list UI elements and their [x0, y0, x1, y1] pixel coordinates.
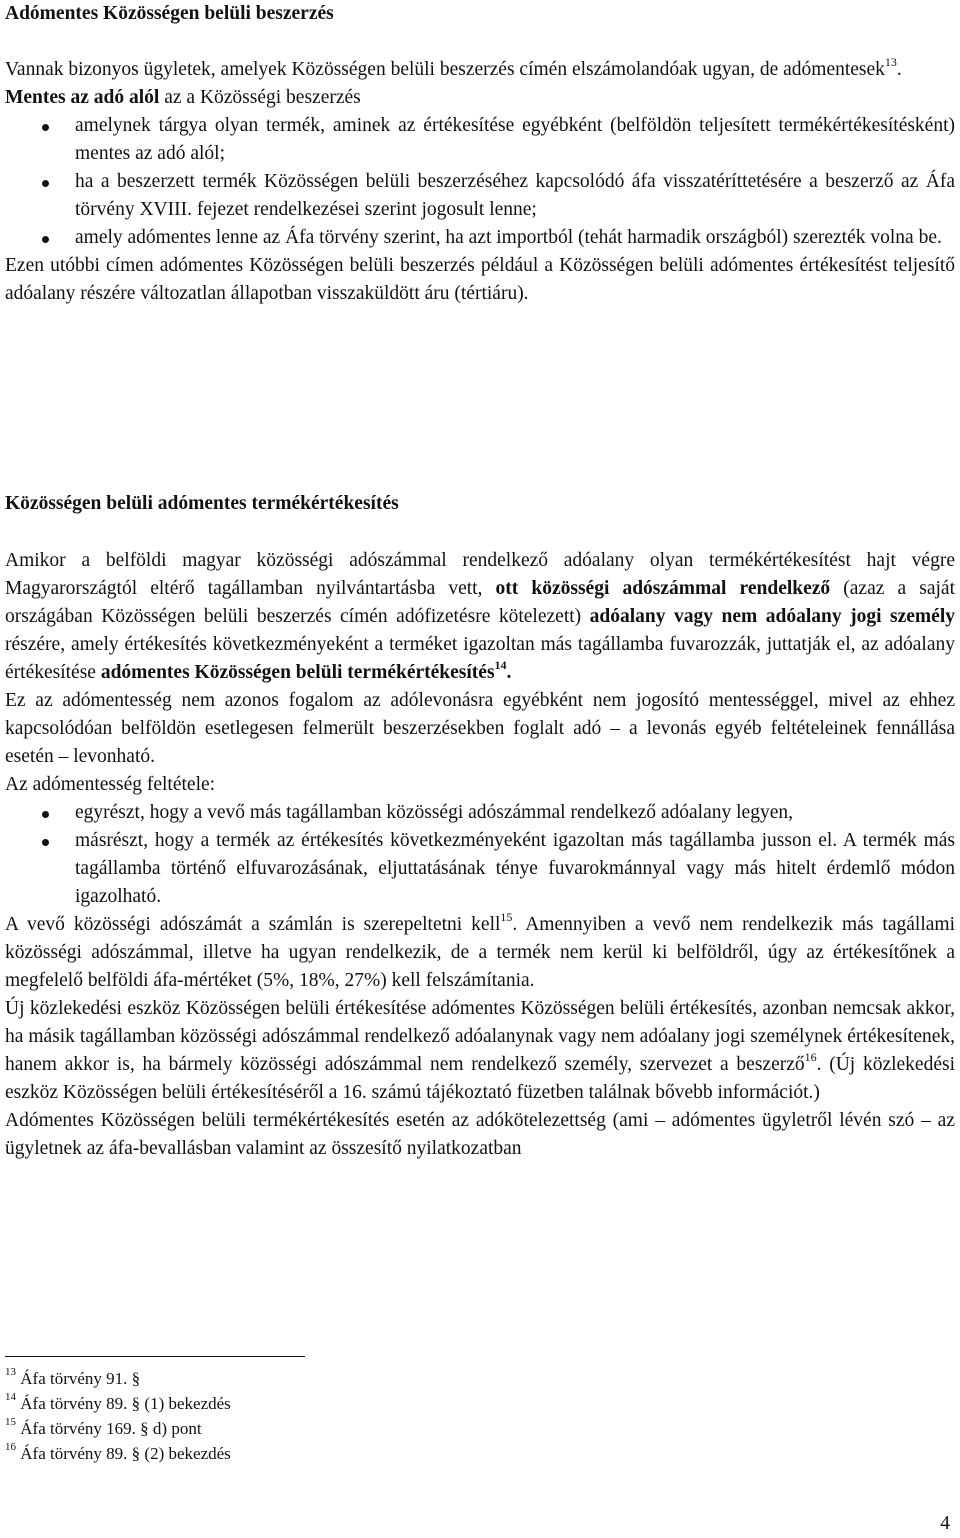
- footnotes: [5, 1366, 231, 1466]
- footnote-ref-15: 15: [500, 909, 513, 924]
- footnote-number: 15: [5, 1416, 16, 1429]
- intro-end: .: [896, 59, 902, 80]
- mentes-paragraph: [5, 84, 955, 112]
- list-item: [5, 112, 955, 168]
- footnote-ref-13: 13: [884, 54, 897, 69]
- text: . (Új közlekedési eszköz Közösségen belüli értékesítéséről a 16. számú tájékoztató füzetben találnak bővebb információt.): [5, 1054, 955, 1103]
- text: . Amennyiben a vevő nem rendelkezik más tagállami közösségi adószámmal, illetve ha ugyan rendelkezik, de a termék nem kerül ki belföldről, úgy az értékesítőnek a megfelelő belföldi áfa-mértéket (5%, 18%, 27%) kell felszámítania.: [5, 914, 955, 991]
- mentes-rest: az a Közösségi beszerzés: [159, 87, 361, 108]
- section-heading-exempt-acquisition: Adómentes Közösségen belüli beszerzés: [5, 3, 334, 24]
- footnote: [5, 1441, 231, 1466]
- bullet-icon: [42, 811, 49, 818]
- list-item: [5, 799, 955, 827]
- mentes-bold: Mentes az adó alól: [5, 87, 160, 108]
- tax-liability-paragraph: Adómentes Közösségen belüli termékértékesítés esetén az adókötelezettség (ami – adómentes ügyletről lévén szó – az ügyletnek az áfa-bevallásban valamint az összesítő nyilatkozatban: [5, 1110, 955, 1159]
- definition-paragraph: [5, 547, 955, 687]
- bold-text: adóalany vagy nem adóalany jogi személy: [589, 606, 955, 627]
- list-item-text: amelynek tárgya olyan termék, aminek az értékesítése egyébként (belföldön teljesített termékértékesítésként) mentes az adó alól;: [75, 115, 955, 164]
- text: A vevő közösségi adószámát a számlán is szerepeltetni kell: [5, 914, 501, 935]
- text: részére, amely értékesítés következményeként a terméket igazoltan más tagállamba fuvarozzák, juttatják el, az adóalany értékesítése: [5, 634, 955, 683]
- section-heading-exempt-supply: Közösségen belüli adómentes termékértékesítés: [5, 493, 399, 514]
- bold-text: adómentes Közösségen belüli termékértékesítés: [100, 662, 495, 683]
- footnote-separator: [5, 1356, 305, 1357]
- bullet-icon: [42, 839, 49, 846]
- condition-heading: Az adómentesség feltétele:: [5, 774, 216, 795]
- text: Új közlekedési eszköz Közösségen belüli értékesítése adómentes Közösségen belüli értékesítés, azonban nemcsak akkor, ha másik tagállamban közösségi adószámmal rendelkező adóalanynak vagy nem adóalany jogi személynek értékesítenek, hanem akkor is, ha bármely közösségi adószámmal nem rendelkező személy, szervezet a beszerző: [5, 998, 955, 1075]
- footnote-ref-14: 14: [494, 657, 507, 672]
- footnote-text: Áfa törvény 89. § (2) bekezdés: [20, 1444, 231, 1463]
- footnote-text: Áfa törvény 91. §: [20, 1369, 141, 1388]
- text: .: [506, 662, 512, 683]
- closing-paragraph: Ezen utóbbi címen adómentes Közösségen belüli beszerzés például a Közösségen belüli adómentes értékesítést teljesítő adóalany részére változatlan állapotban visszaküldött áru (tértiáru).: [5, 255, 955, 304]
- list-item: [5, 224, 955, 252]
- list-item: [5, 827, 955, 911]
- text: Amikor a belföldi magyar közösségi adószámmal rendelkező adóalany olyan termékértékesítést hajt végre Magyarországtól eltérő tagállamban nyilvántartásba vett,: [5, 550, 955, 599]
- page-number: 4: [940, 1513, 950, 1534]
- bullet-icon: [42, 124, 49, 131]
- list-item: [5, 168, 955, 224]
- new-vehicle-paragraph: [5, 995, 955, 1107]
- bullet-icon: [42, 236, 49, 243]
- footnote-number: 16: [5, 1441, 16, 1454]
- exemption-condition-list: [5, 799, 955, 911]
- condition-list: [5, 112, 955, 252]
- footnote: [5, 1391, 231, 1416]
- intro-paragraph: [5, 56, 955, 84]
- footnote-number: 14: [5, 1391, 16, 1404]
- footnote-text: Áfa törvény 169. § d) pont: [20, 1419, 202, 1438]
- bold-text: ott közösségi adószámmal rendelkező: [495, 578, 831, 599]
- tax-number-paragraph: [5, 911, 955, 995]
- list-item-text: másrészt, hogy a termék az értékesítés következményeként igazoltan más tagállamba jusson el. A termék más tagállamba történő elfuvarozásának, eljuttatásának ténye fuvarokmánnyal vagy más hitelt érdemlő módon igazolható.: [75, 830, 955, 907]
- list-item-text: egyrészt, hogy a vevő más tagállamban közösségi adószámmal rendelkező adóalany legyen,: [75, 802, 793, 823]
- bullet-icon: [42, 180, 49, 187]
- list-item-text: amely adómentes lenne az Áfa törvény szerint, ha azt importból (tehát harmadik országból) szerezték volna be.: [75, 227, 942, 248]
- list-item-text: ha a beszerzett termék Közösségen belüli beszerzéséhez kapcsolódó áfa visszatéríttetésére a beszerző az Áfa törvény XVIII. fejezet rendelkezései szerint jogosult lenne;: [75, 171, 955, 220]
- section-exempt-supply: [5, 547, 955, 1163]
- footnote: [5, 1366, 231, 1391]
- text: (azaz a saját országában Közösségen belüli beszerzés címén adófizetésre kötelezett): [5, 578, 955, 627]
- footnote-text: Áfa törvény 89. § (1) bekezdés: [20, 1394, 231, 1413]
- footnote-ref-16: 16: [804, 1049, 817, 1064]
- exemption-note-paragraph: Ez az adómentesség nem azonos fogalom az adólevonásra egyébként nem jogosító mentességgel, mivel az ehhez kapcsolódóan belföldön esetlegesen felmerült beszerzésekben foglalt adó – a levonás egyéb feltételeinek fennállása esetén – levonható.: [5, 690, 955, 767]
- footnote: [5, 1416, 231, 1441]
- section-exempt-acquisition: [5, 56, 955, 308]
- intro-text: Vannak bizonyos ügyletek, amelyek Közösségen belüli beszerzés címén elszámolandóak ugyan, de adómentesek: [5, 59, 885, 80]
- footnote-number: 13: [5, 1366, 16, 1379]
